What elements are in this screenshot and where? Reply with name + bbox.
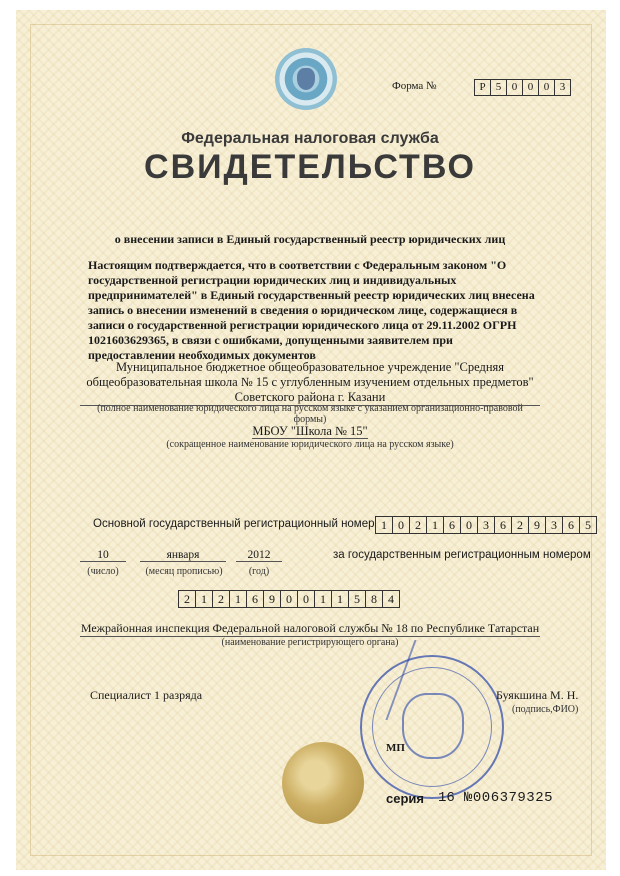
form-number-cell: 0 bbox=[539, 80, 555, 95]
entity-full-name-caption: (полное наименование юридического лица на русском языке с указанием организационно-правовой формы) bbox=[97, 403, 523, 425]
ogrn-cell: 6 bbox=[444, 517, 461, 533]
regnum-cell: 1 bbox=[196, 591, 213, 607]
ogrn-cell: 5 bbox=[585, 518, 591, 532]
ogrn-cell: 0 bbox=[461, 517, 478, 533]
regnum-cell: 0 bbox=[281, 591, 298, 607]
regnum-label: за государственным регистрационным номером bbox=[333, 549, 591, 561]
regnum-cell: 0 bbox=[298, 591, 315, 607]
fns-emblem-icon bbox=[275, 48, 337, 110]
ogrn-label: Основной государственный регистрационный номер bbox=[93, 518, 375, 530]
date-month-caption: (месяц прописью) bbox=[145, 566, 223, 577]
gold-seal-hologram-icon bbox=[282, 742, 364, 824]
regnum-cell: 6 bbox=[247, 591, 264, 607]
series-label: серия bbox=[386, 791, 424, 806]
ogrn-cells bbox=[375, 516, 597, 534]
ogrn-cell: 3 bbox=[546, 517, 563, 533]
regnum-cell: 9 bbox=[264, 591, 281, 607]
certificate-body-text: Настоящим подтверждается, что в соответствии с Федеральным законом "О государственной регистрации юридических лиц и индивидуальных предпринимателей" в Единый государственный реестр юридических лиц внесена запись о внесении изменений в сведения о юридическом лице, содержащиеся в записи о государственной регистрации юридического лица от 29.11.2002 ОГРН 1021603629365, в связи с ошибками, допущенными заявителем при предоставлении необходимых документов bbox=[88, 258, 535, 362]
entity-short-name-text: МБОУ "Школа № 15" bbox=[252, 424, 368, 438]
stamp-place-label: МП bbox=[386, 742, 405, 754]
signer-name: Буякшина М. Н. bbox=[496, 688, 579, 702]
series-number: 16 bbox=[438, 790, 455, 806]
entity-short-name bbox=[80, 424, 540, 439]
form-number-cell: 3 bbox=[559, 81, 566, 93]
form-number-cell: 0 bbox=[507, 80, 523, 95]
date-day: 10 bbox=[80, 549, 126, 562]
ogrn-cell: 1 bbox=[376, 517, 393, 533]
date-year-caption: (год) bbox=[248, 566, 270, 577]
date-month: января bbox=[140, 549, 226, 562]
regnum-cell: 1 bbox=[315, 591, 332, 607]
signer-position: Специалист 1 разряда bbox=[90, 688, 203, 702]
form-number-cells bbox=[474, 79, 571, 96]
entity-short-name-caption: (сокращенное наименование юридического лица на русском языке) bbox=[166, 439, 454, 450]
registering-authority-caption: (наименование регистрирующего органа) bbox=[221, 637, 399, 648]
regnum-cell: 4 bbox=[388, 592, 394, 606]
regnum-cell: 2 bbox=[213, 591, 230, 607]
form-number-cell: 0 bbox=[523, 80, 539, 95]
entity-full-name: Муниципальное бюджетное общеобразовательное учреждение "Средняя общеобразовательная школа № 15 с углубленным изучением отдельных предметов" Советского района г. Казани bbox=[80, 360, 540, 406]
agency-name: Федеральная налоговая служба bbox=[181, 130, 439, 147]
registering-authority: Межрайонная инспекция Федеральной налоговой службы № 18 по Республике Татарстан bbox=[80, 621, 540, 635]
document-title: СВИДЕТЕЛЬСТВО bbox=[144, 148, 476, 186]
regnum-cell: 8 bbox=[366, 591, 383, 607]
form-number-cell: Р bbox=[475, 80, 491, 95]
ogrn-cell: 6 bbox=[563, 517, 580, 533]
ogrn-cell: 3 bbox=[478, 517, 495, 533]
regnum-cell: 5 bbox=[349, 591, 366, 607]
ogrn-cell: 9 bbox=[529, 517, 546, 533]
document-subtitle: о внесении записи в Единый государственный реестр юридических лиц bbox=[114, 232, 506, 246]
date-day-caption: (число) bbox=[87, 566, 119, 577]
ogrn-cell: 0 bbox=[393, 517, 410, 533]
serial-number: №006379325 bbox=[464, 790, 554, 806]
regnum-cell: 1 bbox=[230, 591, 247, 607]
regnum-cell: 2 bbox=[179, 591, 196, 607]
regnum-cell: 1 bbox=[332, 591, 349, 607]
form-number-label: Форма № bbox=[392, 80, 437, 92]
ogrn-cell: 1 bbox=[427, 517, 444, 533]
ogrn-cell: 2 bbox=[512, 517, 529, 533]
date-year: 2012 bbox=[236, 549, 282, 562]
signer-caption: (подпись,ФИО) bbox=[512, 704, 579, 715]
regnum-cells bbox=[178, 590, 400, 608]
ogrn-cell: 6 bbox=[495, 517, 512, 533]
ogrn-cell: 2 bbox=[410, 517, 427, 533]
form-number-cell: 5 bbox=[491, 80, 507, 95]
